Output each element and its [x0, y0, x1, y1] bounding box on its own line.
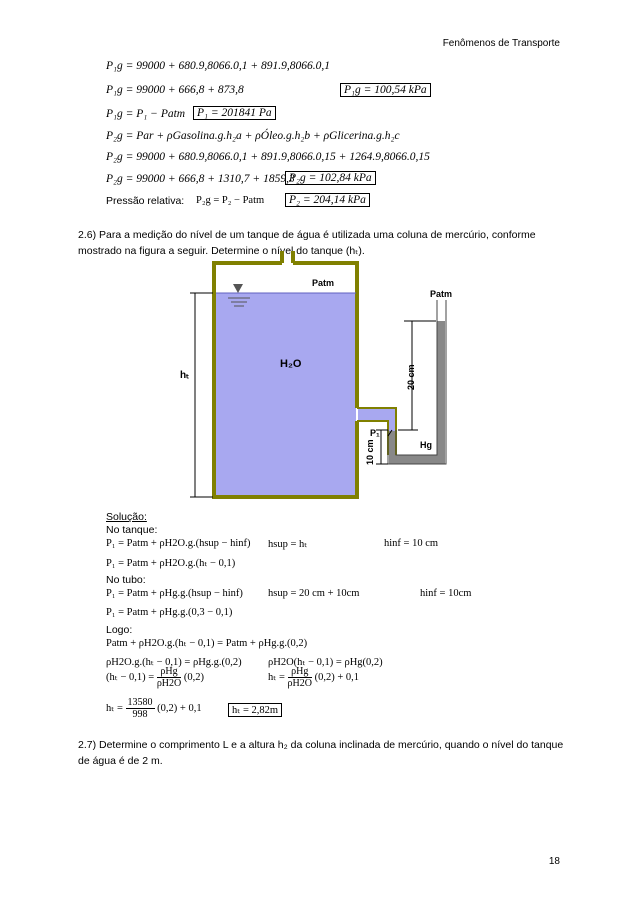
eq-p2-result-box: P₂ = 204,14 kPa	[285, 193, 370, 207]
eq-tank-1: P₁ = Patm + ρH2O.g.(hsup − hinf)	[106, 538, 251, 549]
eq-tube-hsup: hsup = 20 cm + 10cm	[268, 588, 360, 599]
eq-logo-2b: ρH2O(hₜ − 0,1) = ρHg(0,2)	[268, 657, 383, 668]
figure-label-10cm: 10 cm	[365, 439, 375, 465]
tube-label: No tubo:	[106, 574, 146, 586]
relative-pressure-label: Pressão relativa:	[106, 195, 185, 207]
page-number: 18	[548, 856, 560, 867]
eq-logo-1: Patm + ρH2O.g.(hₜ − 0,1) = Patm + ρHg.g.(0,2)	[106, 638, 308, 649]
free-surface-triangle-icon	[233, 284, 243, 293]
dimension-20cm	[398, 321, 436, 430]
eq-logo-3a: (hₜ − 0,1) = $\frac{\text{ρHg}}{\rho H2O}$ (0,2)	[106, 666, 204, 689]
figure-label-h2o: H₂O	[280, 358, 302, 370]
solution-title: Solução:	[106, 511, 147, 523]
eq-p2g-result-box: P₂g = 102,84 kPa	[285, 171, 376, 185]
eq-logo-2a: ρH2O.g.(hₜ − 0,1) = ρHg.g.(0,2)	[106, 657, 242, 668]
tank-label: No tanque:	[106, 524, 158, 536]
figure-label-p1: P₁	[370, 428, 380, 438]
page-header: Fenômenos de Transporte	[442, 38, 560, 49]
u-tube-outline-inner	[396, 321, 437, 455]
eq-tube-1: P₁ = Patm + ρHg.g.(hsup − hinf)	[106, 588, 243, 599]
figure-label-patm-tank: Patm	[312, 278, 335, 288]
problem-2-7-text: 2.7) Determine o comprimento L e a altura h₂ da coluna inclinada de mercúrio, quando o nível do tanque de água é de 2 m.	[78, 739, 564, 767]
eq-tank-2: P₁ = Patm + ρH2O.g.(hₜ − 0,1)	[106, 558, 236, 569]
eq-logo-4: hₜ = $\frac{13580}{998}$ (0,2) + 0,1	[106, 697, 202, 720]
eq-p2g-line3: P₂g = 99000 + 666,8 + 1310,7 + 1859,3	[106, 173, 295, 185]
eq-p1g-result-box: P₁g = 100,54 kPa	[340, 83, 431, 97]
tank-water	[216, 293, 356, 496]
dimension-ht	[190, 293, 213, 497]
eq-tank-hsup: hsup = hₜ	[268, 539, 308, 550]
figure-label-hg: Hg	[420, 440, 432, 450]
figure-label-patm-tube: Patm	[430, 289, 453, 299]
eq-p2g-line1: P₂g = Par + ρGasolina.g.h₂a + ρÓleo.g.h₂b + ρGlicerina.g.h₂c	[106, 130, 400, 142]
eq-p1g-line3: P₁g = P₁ − Patm	[106, 108, 186, 120]
eq-tube-2: P₁ = Patm + ρHg.g.(0,3 − 0,1)	[106, 607, 233, 618]
figure-label-20cm: 20 cm	[406, 364, 416, 390]
eq-logo-3b: hₜ = $\frac{\text{ρHg}}{\rho H2O}$ (0,2) + 0,1	[268, 666, 360, 689]
eq-p2g-line2: P₂g = 99000 + 680.9,8066.0,1 + 891.9,8066.0,15 + 1264.9,8066.0,15	[106, 151, 430, 163]
mercury-bottom	[389, 455, 445, 464]
eq-p1-result-box: P₁ = 201841 Pa	[193, 106, 276, 120]
figure-label-ht: hₜ	[180, 370, 190, 381]
eq-tank-hinf: hinf = 10 cm	[384, 538, 439, 549]
eq-p1g-line1: P₁g = 99000 + 680.9,8066.0,1 + 891.9,8066.0,1	[106, 60, 331, 72]
mercury-right-leg	[437, 321, 445, 455]
logo-label: Logo:	[106, 624, 133, 636]
problem-2-6-text: 2.6) Para a medição do nível de um tanque de água é utilizada uma coluna de mercúrio, conforme mostrado na figura a seguir. Determine o nível do tanque (hₜ).	[78, 229, 536, 257]
eq-tube-hinf: hinf = 10cm	[420, 588, 472, 599]
eq-relative-pressure: P₂g = P₂ − Patm	[196, 195, 265, 206]
water-left-leg	[389, 409, 395, 431]
eq-p1g-line2: P₁g = 99000 + 666,8 + 873,8	[106, 84, 244, 96]
u-tube-open-end	[437, 300, 446, 321]
eq-final-result-box: hₜ = 2,82m	[228, 703, 282, 717]
